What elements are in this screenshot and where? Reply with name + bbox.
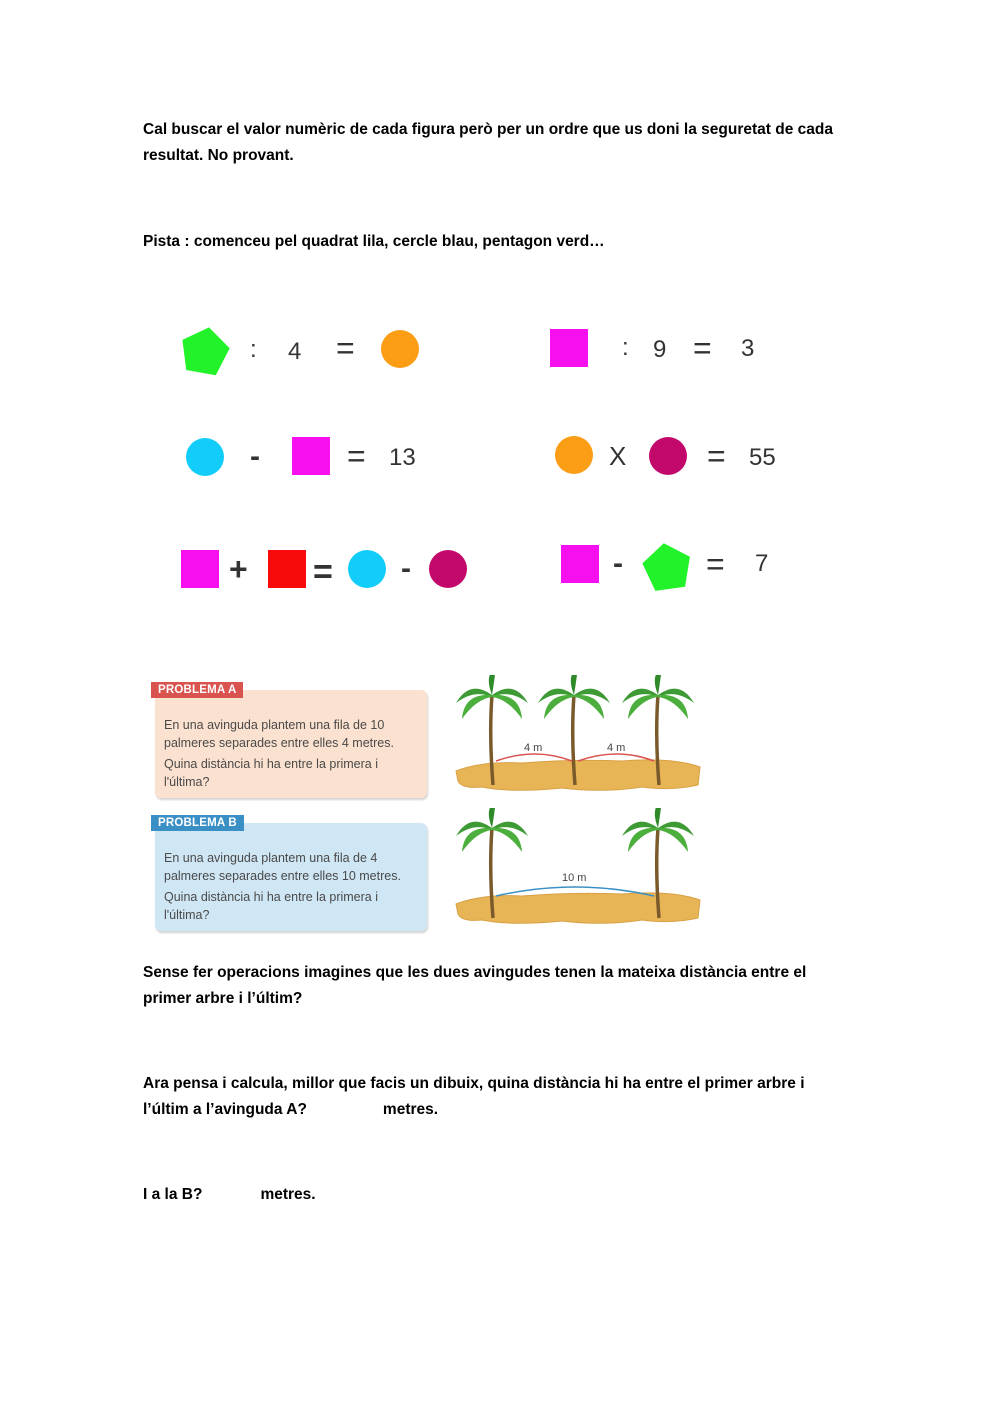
problem-b-card [155,817,427,931]
red-square-shape [268,550,306,588]
problem-b-line-3: Quina distància hi ha entre la primera i [164,890,379,904]
question-3 [143,1182,863,1208]
distance-arrow [496,754,572,761]
question-2-prompt: l’últim a l’avinguda A? [143,1101,307,1118]
eq4-operator: X [609,441,627,471]
hint-text [143,229,863,255]
eq2-operator: : [622,334,629,361]
eq3-result: 13 [389,444,416,471]
eq2-number: 9 [653,336,667,363]
eq3-equals: = [347,438,366,474]
problem-a-line-4: l'última? [164,775,210,789]
distance-label-a2: 4 m [607,742,626,754]
eq1-number: 4 [288,338,302,365]
eq5-minus: - [401,552,411,585]
equation-6 [561,540,768,592]
eq6-result: 7 [755,550,769,577]
pink-square-shape [181,550,219,588]
equation-3 [186,437,416,476]
distance-label-b: 10 m [562,872,587,884]
question-1 [143,960,863,1012]
problem-b-line-1: En una avinguda plantem una fila de 4 [164,851,378,865]
eq4-equals: = [707,438,726,474]
equation-5 [181,550,467,591]
question-2-line-2 [143,1097,863,1123]
eq3-operator: - [250,440,260,473]
hint-line: Pista : comenceu pel quadrat lila, cercle blau, pentagon verd… [143,233,605,250]
shape-equations [0,300,1000,620]
distance-label-a1: 4 m [524,742,543,754]
question-1-line-1: Sense fer operacions imagines que les dues avingudes tenen la mateixa distància entre el [143,964,807,981]
problem-a-card [155,684,427,798]
question-2-unit: metres. [382,1101,439,1118]
eq1-operator: : [250,336,257,363]
orange-circle-shape [381,330,419,368]
pink-square-shape [561,545,599,583]
blue-circle-shape [186,438,224,476]
palm-illustration-b [452,808,704,938]
question-3-unit: metres. [260,1186,316,1203]
problem-a-line-3: Quina distància hi ha entre la primera i [164,757,379,771]
green-pentagon-shape [177,323,232,377]
intro-paragraph [143,117,863,169]
equation-2 [550,329,754,367]
question-3-line [143,1182,863,1208]
eq1-equals: = [336,330,355,366]
eq2-equals: = [693,330,712,366]
question-1-line-2: primer arbre i l’últim? [143,990,303,1007]
equation-4 [555,436,776,475]
question-2 [143,1071,863,1123]
problem-a-line-1: En una avinguda plantem una fila de 10 [164,718,385,732]
eq2-result: 3 [741,335,755,362]
problem-b-line-4: l'última? [164,908,210,922]
question-2-line-1: Ara pensa i calcula, millor que facis un dibuix, quina distància hi ha entre el primer arbre i [143,1075,805,1092]
green-pentagon-shape [640,540,694,592]
problem-b-label: PROBLEMA B [151,815,244,831]
intro-line-1: Cal buscar el valor numèric de cada figura però per un ordre que us doni la seguretat de cada [143,121,833,138]
eq5-plus: + [229,551,248,587]
eq4-result: 55 [749,444,776,471]
pink-square-shape [292,437,330,475]
equation-1 [177,323,419,377]
intro-line-2: resultat. No provant. [143,147,294,164]
problem-b-line-2: palmeres separades entre elles 10 metres. [164,869,401,883]
eq6-equals: = [706,546,725,582]
problem-a-line-2: palmeres separades entre elles 4 metres. [164,736,394,750]
palm-illustration-a [452,675,704,805]
blue-circle-shape [348,550,386,588]
eq5-equals: = [313,553,333,591]
orange-circle-shape [555,436,593,474]
pink-square-shape [550,329,588,367]
question-3-prompt: I a la B? [143,1186,203,1203]
problem-a-label: PROBLEMA A [151,682,243,698]
eq6-operator: - [613,547,623,580]
magenta-circle-shape [429,550,467,588]
magenta-circle-shape [649,437,687,475]
